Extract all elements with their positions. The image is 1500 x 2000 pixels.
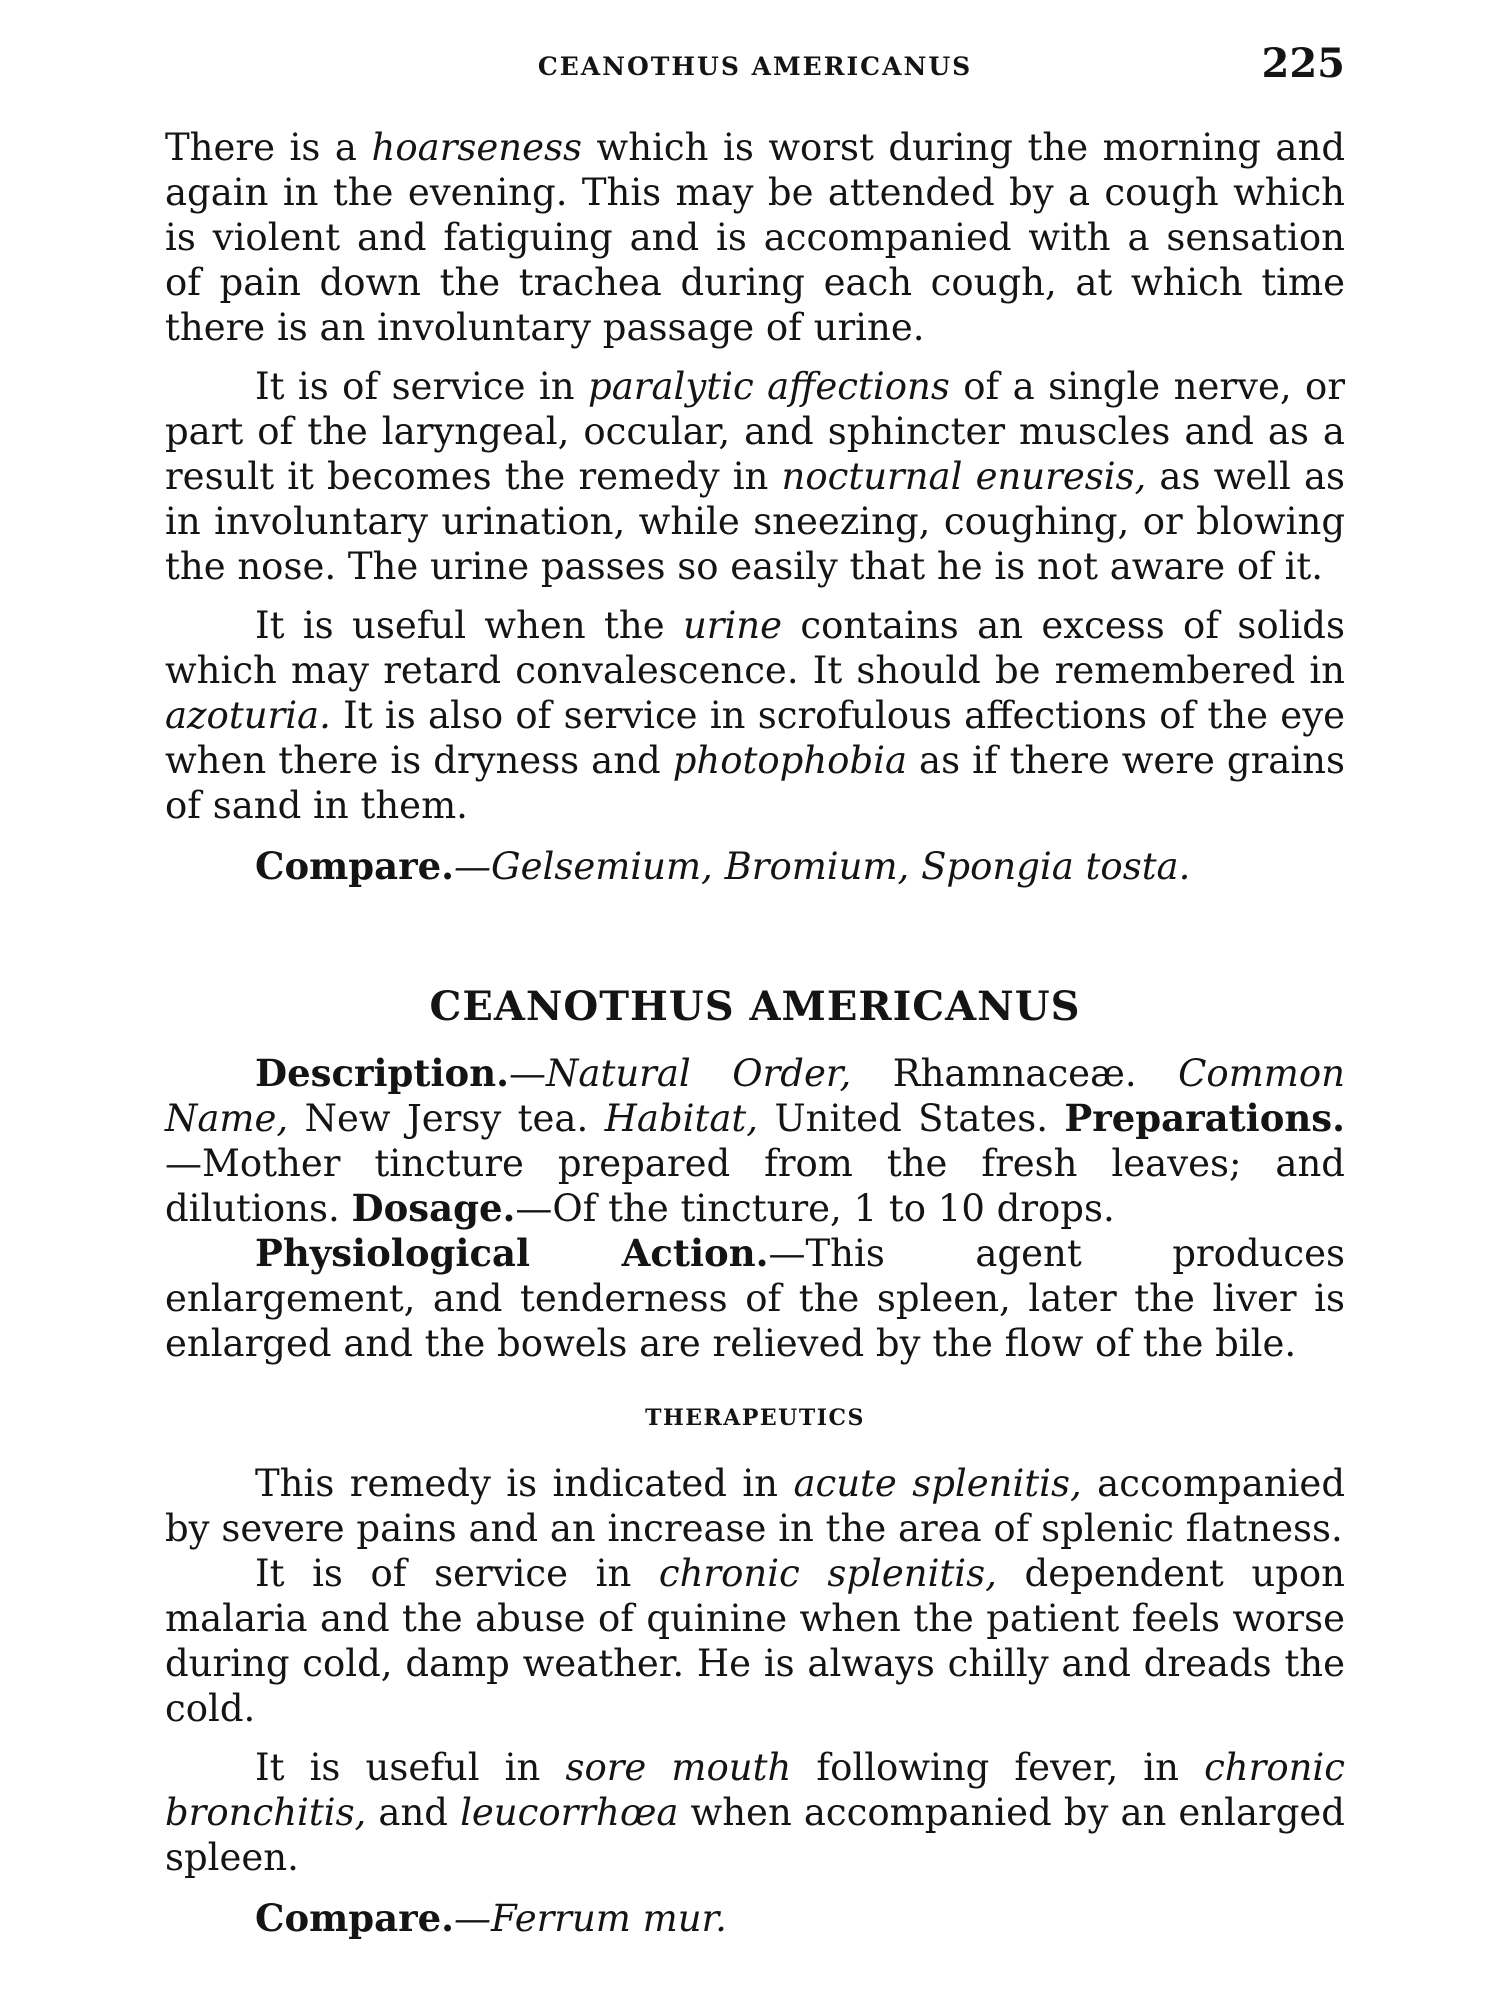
therapeutics-heading: THERAPEUTICS: [645, 1405, 865, 1431]
italic-term: chronic bronchitis,: [165, 1746, 1345, 1834]
italic-term: Common Name,: [165, 1052, 1345, 1140]
compare-label: Compare.: [255, 1896, 455, 1940]
text-run: —This agent produces enlargement, and tenderness of the spleen, later the liver is enlarged and the bowels are relieved by the flow of the bile.: [165, 1232, 1345, 1365]
body-text: [165, 125, 1345, 1941]
text-run: —: [509, 1052, 547, 1095]
text-run: and: [366, 1791, 461, 1834]
italic-term: nocturnal enuresis,: [781, 455, 1147, 498]
italic-term: paralytic affections: [588, 365, 950, 408]
compare-line-1: [165, 844, 1345, 889]
dosage-label: Dosage.: [351, 1186, 516, 1230]
text-run: This remedy is indicated in: [255, 1462, 794, 1505]
compare-remedies: —Ferrum mur.: [454, 1897, 727, 1940]
compare-remedies: —Gelsemium, Bromium, Spongia tosta.: [454, 845, 1191, 888]
text-run: accompanied by severe pains and an increase in the area of splenic flatness.: [165, 1462, 1346, 1550]
compare-label: Compare.: [255, 844, 455, 888]
italic-term: photophobia: [672, 739, 908, 782]
text-run: —Of the tincture, 1 to 10 drops.: [515, 1187, 1115, 1230]
running-head: [165, 40, 1345, 90]
text-run: It is also of service in scrofulous affections of the eye when there is dryness and: [165, 694, 1345, 782]
text-run: following fever, in: [791, 1746, 1205, 1789]
compare-line-2: [165, 1896, 1345, 1941]
text-run: contains an excess of solids which may retard convalescence. It should be remembered in: [165, 604, 1345, 692]
paragraph-hoarseness: [165, 125, 1345, 350]
section-title: CEANOTHUS AMERICANUS: [429, 983, 1081, 1030]
paragraph-urine: [165, 603, 1345, 828]
paragraph-paralytic: [165, 364, 1345, 589]
paragraph-acute-splenitis: [165, 1461, 1345, 1551]
italic-term: chronic splenitis,: [658, 1552, 997, 1595]
text-run: dependent upon malaria and the abuse of quinine when the patient feels worse during cold, damp weather. He is always chilly and dreads the cold.: [165, 1552, 1346, 1730]
text-run: Rhamnaceæ.: [851, 1052, 1179, 1095]
text-run: of a single nerve, or part of the laryngeal, occular, and sphincter muscles and as a result it becomes the remedy in: [165, 365, 1346, 498]
paragraph-chronic-splenitis: [165, 1551, 1345, 1731]
italic-term: hoarseness: [371, 126, 582, 169]
italic-term: Habitat,: [604, 1097, 759, 1140]
description-label: Description.: [255, 1051, 510, 1095]
physiological-label: Physiological Action.: [255, 1231, 769, 1275]
page-number: 225: [1261, 40, 1345, 87]
text-run: It is of service in: [255, 1552, 659, 1595]
text-run: United States.: [758, 1097, 1065, 1140]
text-run: It is of service in: [255, 365, 589, 408]
text-run: as if there were grains of sand in them.: [165, 739, 1345, 827]
text-run: It is useful in: [255, 1746, 566, 1789]
text-run: which is worst during the morning and again in the evening. This may be attended by a cough which is violent and fatiguing and is accompanied with a sensation of pain down the trachea during each cough, at which time there is an involuntary passage of urine.: [165, 126, 1346, 349]
paragraph-description: [165, 1051, 1345, 1231]
text-run: —Mother tincture prepared from the fresh leaves; and dilutions.: [165, 1142, 1345, 1230]
italic-term: sore mouth: [565, 1746, 792, 1789]
paragraph-physiological-action: [165, 1231, 1345, 1366]
running-title: CEANOTHUS AMERICANUS: [537, 52, 973, 81]
italic-term: urine: [682, 604, 783, 647]
text-run: New Jersy tea.: [288, 1097, 605, 1140]
text-run: as well as in involuntary urination, while sneezing, coughing, or blowing the nose. The urine passes so easily that he is not aware of it.: [165, 455, 1345, 588]
italic-term: Natural Order,: [546, 1052, 852, 1095]
text-run: There is a: [165, 126, 372, 169]
italic-term: leucorrhœa: [460, 1791, 679, 1834]
preparations-label: Preparations.: [1064, 1096, 1345, 1140]
italic-term: azoturia.: [165, 694, 331, 737]
text-run: when accompanied by an enlarged spleen.: [165, 1791, 1345, 1879]
text-run: It is useful when the: [255, 604, 683, 647]
italic-term: acute splenitis,: [793, 1462, 1082, 1505]
paragraph-sore-mouth: [165, 1745, 1345, 1880]
